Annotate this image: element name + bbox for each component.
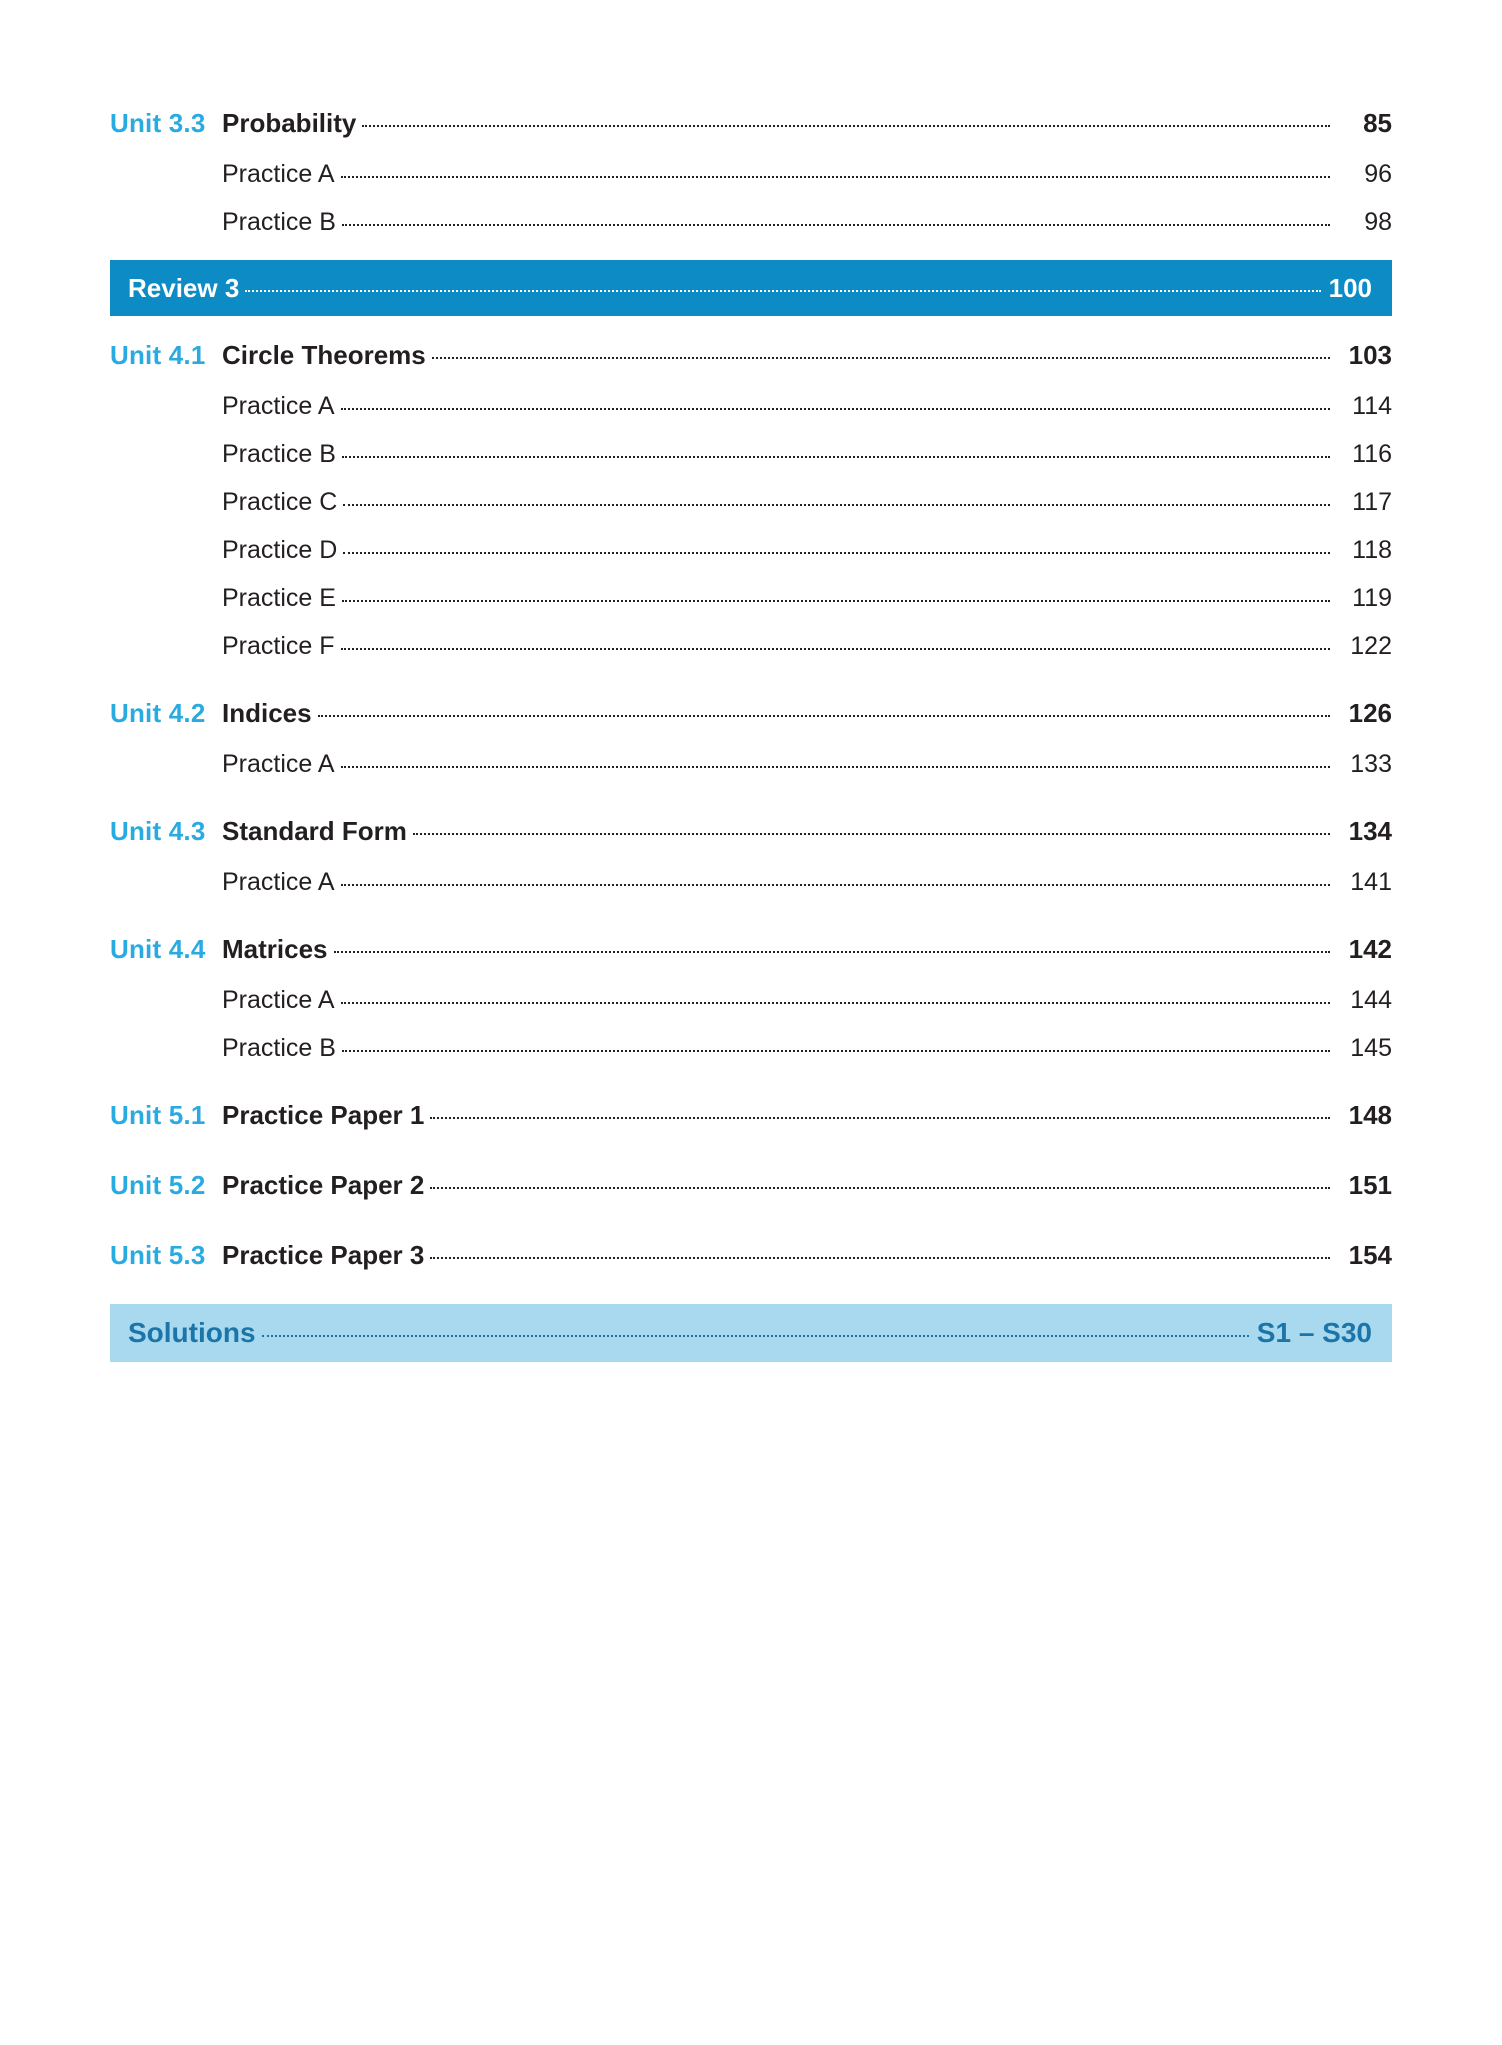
toc-practice-row[interactable] bbox=[110, 976, 1392, 1024]
dot-leader bbox=[343, 542, 1330, 558]
dot-leader bbox=[341, 638, 1330, 654]
toc-unit-row[interactable] bbox=[110, 1228, 1392, 1282]
toc-page-number: S1 – S30 bbox=[1256, 1317, 1372, 1348]
row-spacer bbox=[110, 1072, 1392, 1088]
table-of-contents bbox=[110, 96, 1392, 1374]
dot-leader bbox=[413, 823, 1330, 839]
dot-leader bbox=[342, 1040, 1330, 1056]
toc-unit-title: Practice Paper 3 bbox=[222, 1239, 425, 1270]
toc-practice-title: Practice A bbox=[222, 749, 335, 778]
dot-leader bbox=[342, 214, 1330, 230]
toc-practice-title: Practice F bbox=[222, 631, 335, 660]
toc-practice-row[interactable] bbox=[110, 740, 1392, 788]
toc-page-number: 100 bbox=[1328, 272, 1372, 303]
toc-solutions-banner[interactable] bbox=[110, 1304, 1392, 1362]
dot-leader bbox=[334, 941, 1331, 957]
dot-leader bbox=[362, 115, 1330, 131]
toc-unit-row[interactable] bbox=[110, 1088, 1392, 1142]
toc-page-number: 141 bbox=[1350, 867, 1392, 896]
toc-page-number: 116 bbox=[1352, 439, 1392, 468]
dot-leader bbox=[262, 1325, 1249, 1341]
toc-page-number: 85 bbox=[1363, 107, 1392, 138]
toc-practice-title: Practice A bbox=[222, 391, 335, 420]
row-spacer bbox=[110, 1212, 1392, 1228]
toc-unit-row[interactable] bbox=[110, 96, 1392, 150]
toc-review-title: Review 3 bbox=[128, 272, 240, 303]
toc-practice-title: Practice B bbox=[222, 1033, 336, 1062]
dot-leader bbox=[341, 756, 1330, 772]
toc-unit-number: Unit 5.1 bbox=[110, 1099, 206, 1130]
toc-page-number: 119 bbox=[1352, 583, 1392, 612]
toc-unit-number: Unit 5.2 bbox=[110, 1169, 206, 1200]
toc-page-number: 144 bbox=[1350, 985, 1392, 1014]
toc-unit-row[interactable] bbox=[110, 922, 1392, 976]
toc-unit-row[interactable] bbox=[110, 328, 1392, 382]
dot-leader bbox=[341, 166, 1330, 182]
dot-leader bbox=[342, 590, 1330, 606]
row-spacer bbox=[110, 1282, 1392, 1290]
toc-unit-title: Matrices bbox=[222, 933, 328, 964]
dot-leader bbox=[318, 705, 1330, 721]
dot-leader bbox=[430, 1107, 1330, 1123]
toc-practice-row[interactable] bbox=[110, 526, 1392, 574]
toc-page-number: 134 bbox=[1348, 815, 1392, 846]
toc-practice-title: Practice A bbox=[222, 867, 335, 896]
toc-practice-row[interactable] bbox=[110, 858, 1392, 906]
toc-practice-row[interactable] bbox=[110, 622, 1392, 670]
toc-unit-number: Unit 4.1 bbox=[110, 339, 206, 370]
toc-unit-number: Unit 4.3 bbox=[110, 815, 206, 846]
dot-leader bbox=[245, 280, 1320, 296]
toc-page-number: 148 bbox=[1348, 1099, 1392, 1130]
toc-page-number: 151 bbox=[1348, 1169, 1392, 1200]
dot-leader bbox=[343, 494, 1330, 510]
toc-practice-row[interactable] bbox=[110, 574, 1392, 622]
toc-practice-title: Practice A bbox=[222, 985, 335, 1014]
toc-unit-number: Unit 4.2 bbox=[110, 697, 206, 728]
dot-leader bbox=[341, 992, 1330, 1008]
toc-unit-title: Standard Form bbox=[222, 815, 407, 846]
toc-unit-row[interactable] bbox=[110, 804, 1392, 858]
toc-unit-title: Probability bbox=[222, 107, 357, 138]
toc-page-number: 122 bbox=[1350, 631, 1392, 660]
toc-unit-row[interactable] bbox=[110, 686, 1392, 740]
toc-unit-title: Circle Theorems bbox=[222, 339, 426, 370]
toc-solutions-title: Solutions bbox=[128, 1317, 256, 1348]
toc-unit-title: Practice Paper 2 bbox=[222, 1169, 425, 1200]
toc-page-number: 117 bbox=[1352, 487, 1392, 516]
dot-leader bbox=[430, 1247, 1330, 1263]
dot-leader bbox=[342, 446, 1330, 462]
toc-practice-row[interactable] bbox=[110, 430, 1392, 478]
toc-practice-title: Practice C bbox=[222, 487, 338, 516]
toc-practice-row[interactable] bbox=[110, 1024, 1392, 1072]
toc-page-number: 98 bbox=[1364, 207, 1392, 236]
toc-page-number: 114 bbox=[1352, 391, 1392, 420]
toc-practice-title: Practice B bbox=[222, 207, 336, 236]
toc-practice-title: Practice A bbox=[222, 159, 335, 188]
toc-practice-row[interactable] bbox=[110, 382, 1392, 430]
dot-leader bbox=[432, 347, 1330, 363]
toc-practice-title: Practice D bbox=[222, 535, 338, 564]
toc-unit-number: Unit 3.3 bbox=[110, 107, 206, 138]
toc-unit-title: Indices bbox=[222, 697, 312, 728]
toc-page-number: 103 bbox=[1348, 339, 1392, 370]
row-spacer bbox=[110, 670, 1392, 686]
toc-practice-row[interactable] bbox=[110, 478, 1392, 526]
toc-practice-title: Practice E bbox=[222, 583, 336, 612]
row-spacer bbox=[110, 906, 1392, 922]
toc-review-banner[interactable] bbox=[110, 260, 1392, 316]
toc-unit-title: Practice Paper 1 bbox=[222, 1099, 425, 1130]
dot-leader bbox=[341, 874, 1330, 890]
toc-page-number: 96 bbox=[1364, 159, 1392, 188]
toc-page-number: 142 bbox=[1348, 933, 1392, 964]
toc-page-number: 145 bbox=[1350, 1033, 1392, 1062]
dot-leader bbox=[341, 398, 1330, 414]
toc-practice-title: Practice B bbox=[222, 439, 336, 468]
row-spacer bbox=[110, 1142, 1392, 1158]
toc-page-number: 126 bbox=[1348, 697, 1392, 728]
toc-practice-row[interactable] bbox=[110, 150, 1392, 198]
row-spacer bbox=[110, 788, 1392, 804]
dot-leader bbox=[430, 1177, 1330, 1193]
toc-practice-row[interactable] bbox=[110, 198, 1392, 246]
toc-page-number: 133 bbox=[1350, 749, 1392, 778]
toc-unit-number: Unit 4.4 bbox=[110, 933, 206, 964]
toc-page-number: 118 bbox=[1352, 535, 1392, 564]
toc-unit-number: Unit 5.3 bbox=[110, 1239, 206, 1270]
toc-unit-row[interactable] bbox=[110, 1158, 1392, 1212]
toc-page-number: 154 bbox=[1348, 1239, 1392, 1270]
